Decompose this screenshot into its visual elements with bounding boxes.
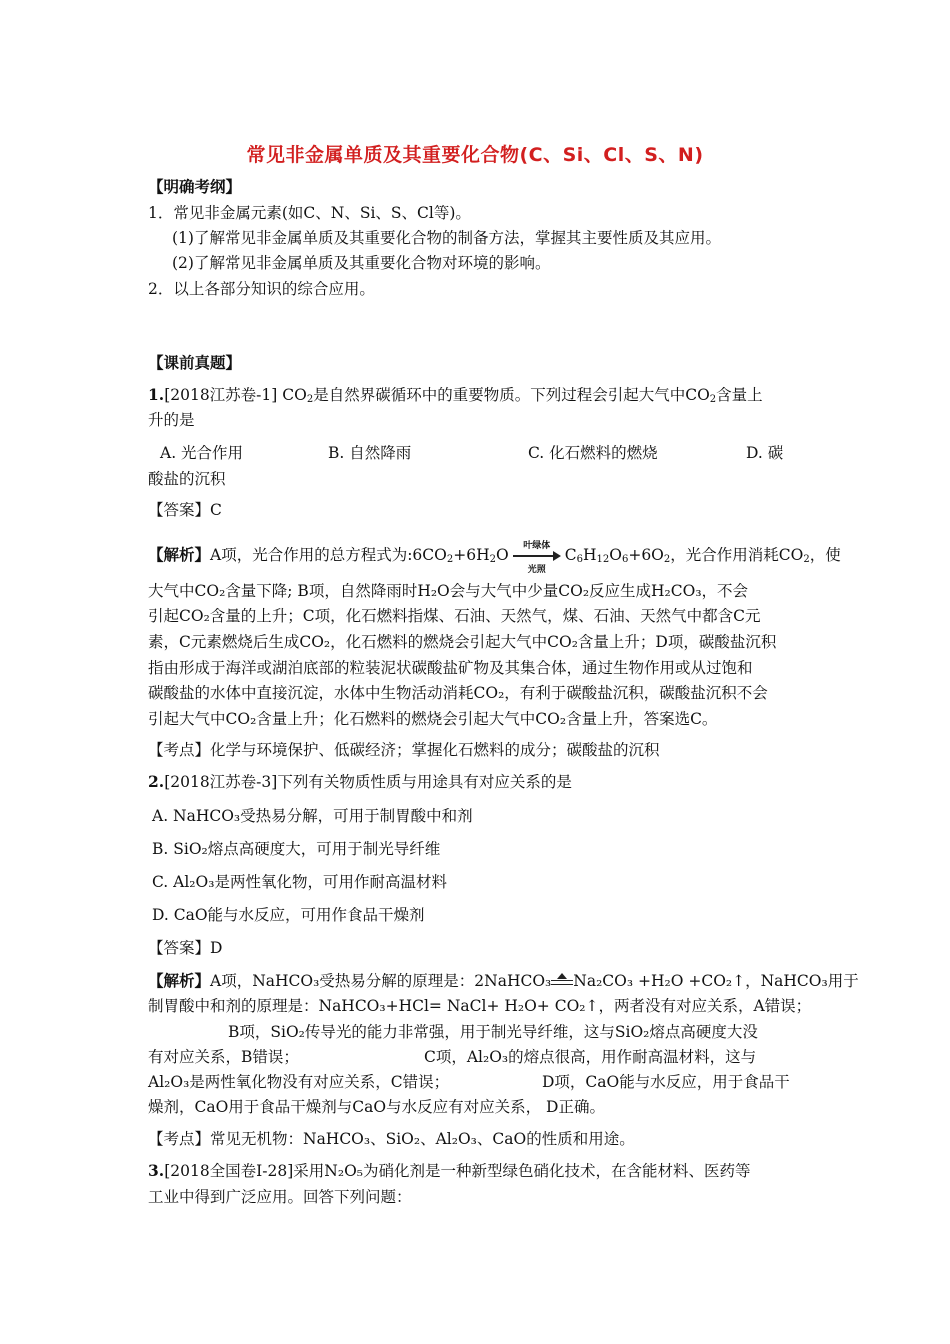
q1-analysis-line5: 指由形成于海洋或湖泊底部的粒装泥状碳酸盐矿物及其集合体，通过生物作用或从过饱和	[148, 659, 753, 677]
syllabus-item-1-sub1: (1)了解常见非金属单质及其重要化合物的制备方法，掌握其主要性质及其应用。	[172, 229, 721, 247]
q1-option-d: D. 碳	[746, 444, 784, 462]
reaction-arrow-icon	[513, 541, 561, 575]
q1-option-a: A. 光合作用	[160, 444, 244, 462]
q2-analysis-line5b: D项，CaO能与水反应，用于食品干	[542, 1073, 790, 1091]
syllabus-item-1-sub2: (2)了解常见非金属单质及其重要化合物对环境的影响。	[172, 254, 551, 272]
q2-stem: 2.[2018江苏卷-3]下列有关物质性质与用途具有对应关系的是	[148, 772, 572, 791]
q3-number: 3.	[148, 1161, 165, 1180]
syllabus-heading: 【明确考纲】	[148, 177, 242, 196]
heat-condition-icon	[551, 975, 573, 989]
arrow-condition-bottom: 光照	[527, 565, 546, 575]
q2-number: 2.	[148, 772, 165, 791]
q2-analysis-line3: B项，SiO₂传导光的能力非常强，用于制光导纤维，这与SiO₂熔点高硬度大没	[228, 1023, 758, 1041]
q3-stem: 3.[2018全国卷Ⅰ-28]采用N₂O₅为硝化剂是一种新型绿色硝化技术，在含能材料、医药等	[148, 1161, 751, 1180]
q2-answer: 【答案】D	[148, 939, 223, 957]
q1-analysis-line4: 素，C元素燃烧后生成CO₂，化石燃料的燃烧会引起大气中CO₂含量上升；D项，碳酸盐沉积	[148, 633, 777, 651]
q1-key-point: 【考点】化学与环境保护、低碳经济；掌握化石燃料的成分；碳酸盐的沉积	[148, 741, 660, 759]
q2-analysis-line4b: C项，Al₂O₃的熔点很高，用作耐高温材料，这与	[424, 1048, 757, 1066]
q2-analysis-line5a: Al₂O₃是两性氧化物没有对应关系，C错误；	[148, 1073, 450, 1091]
q2-analysis-line4a: 有对应关系，B错误；	[148, 1048, 299, 1066]
q1-analysis-line7: 引起大气中CO₂含量上升；化石燃料的燃烧会引起大气中CO₂含量上升，答案选C。	[148, 710, 718, 728]
q1-analysis-line3: 引起CO₂含量的上升；C项，化石燃料指煤、石油、天然气，煤、石油、天然气中都含C元	[148, 607, 761, 625]
q2-option-b: B. SiO₂熔点高硬度大，可用于制光导纤维	[152, 840, 441, 858]
q2-option-c: C. Al₂O₃是两性氧化物，可用作耐高温材料	[152, 873, 447, 891]
q2-analysis-line6: 燥剂，CaO用于食品干燥剂与CaO与水反应有对应关系， D正确。	[148, 1098, 605, 1116]
q1-option-b: B. 自然降雨	[328, 444, 412, 462]
q2-option-a: A. NaHCO₃受热易分解，可用于制胃酸中和剂	[152, 807, 473, 825]
syllabus-item-2: 2．以上各部分知识的综合应用。	[148, 280, 375, 298]
q1-option-c: C. 化石燃料的燃烧	[528, 444, 658, 462]
q1-stem-a: [2018江苏卷-1] CO	[164, 386, 307, 404]
q2-analysis-label: 【解析】	[148, 971, 211, 990]
q1-answer: 【答案】C	[148, 501, 222, 519]
q1-option-d-wrap: 酸盐的沉积	[148, 470, 226, 488]
q2-option-d: D. CaO能与水反应，可用作食品干燥剂	[152, 906, 425, 924]
q1-stem-c: 含量上	[716, 386, 763, 404]
pre-class-heading: 【课前真题】	[148, 353, 242, 372]
q2-analysis-line1: 【解析】A项，NaHCO₃受热易分解的原理是：2NaHCO₃ Na₂CO₃ +H₂O +CO₂↑，NaHCO₃用于	[148, 971, 859, 990]
syllabus-item-1: 1．常见非金属元素(如C、N、Si、S、Cl等)。	[148, 204, 471, 222]
q1-analysis-line2: 大气中CO₂含量下降; B项，自然降雨时H₂O会与大气中少量CO₂反应生成H₂CO₃，不会	[148, 582, 749, 600]
q1-stem-line2: 升的是	[148, 411, 195, 429]
q1-stem-b: 是自然界碳循环中的重要物质。下列过程会引起大气中CO	[313, 386, 710, 404]
q3-stem-line2: 工业中得到广泛应用。回答下列问题：	[148, 1188, 412, 1206]
q2-key-point: 【考点】常见无机物：NaHCO₃、SiO₂、Al₂O₃、CaO的性质和用途。	[148, 1130, 635, 1148]
q1-analysis-line1: 【解析】A项，光合作用的总方程式为$:6CO_2+6H_2O$ 叶绿体 光照 $C_6H_{12}O_6+6O_2$，光合作用消耗$CO_2$，使	[148, 544, 841, 567]
q2-analysis-line2: 制胃酸中和剂的原理是：NaHCO₃+HCl= NaCl+ H₂O+ CO₂↑，两者没有对应关系，A错误；	[148, 997, 812, 1015]
q1-number: 1.	[148, 385, 165, 404]
q1-analysis-label: 【解析】	[148, 545, 211, 564]
document-title: 常见非金属单质及其重要化合物(C、Si、Cl、S、N)	[246, 144, 704, 166]
arrow-condition-top: 叶绿体	[523, 541, 551, 551]
q1-analysis-line6: 碳酸盐的水体中直接沉淀，水体中生物活动消耗CO₂，有利于碳酸盐沉积，碳酸盐沉积不会	[148, 684, 768, 702]
q1-stem: 1.[2018江苏卷-1] $CO_2$是自然界碳循环中的重要物质。下列过程会引起大气中$CO_2$含量上	[148, 385, 763, 405]
